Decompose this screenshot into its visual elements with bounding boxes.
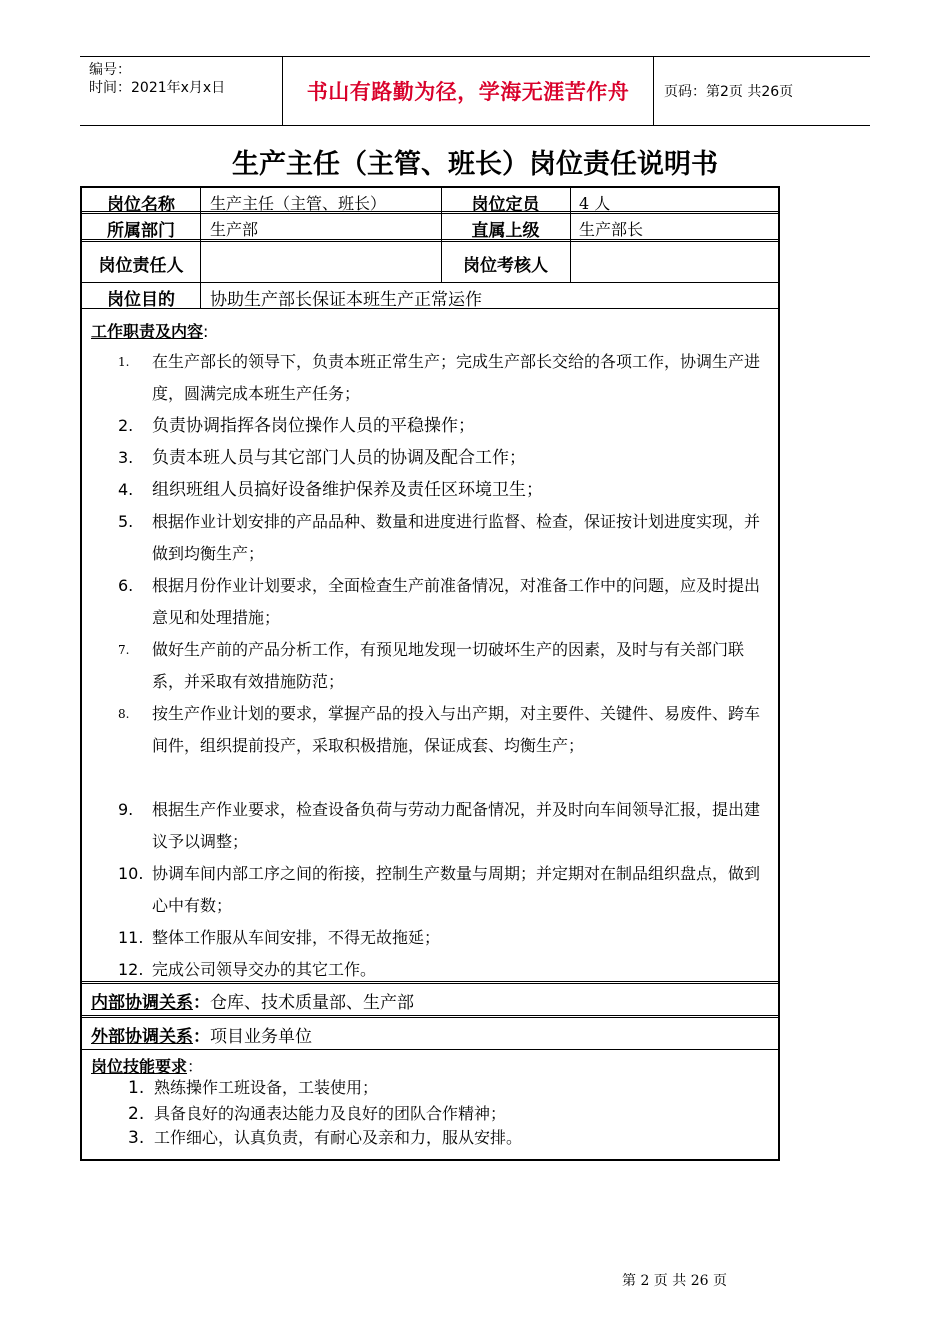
duty-text: 做好生产前的产品分析工作，有预见地发现一切破坏生产的因素，及时与有关部门联系，并采取有效措施防范；: [152, 640, 745, 691]
quota-label: 岗位定员: [471, 195, 540, 215]
duty-number: 7.: [118, 643, 130, 657]
duty-item: [118, 506, 770, 570]
purpose-value: 协助生产部长保证本班生产正常运作: [210, 290, 482, 310]
skill-item: [128, 1127, 522, 1149]
skill-number: 1.: [128, 1078, 145, 1098]
duty-number: 1.: [118, 355, 130, 369]
duty-text: 完成公司领导交办的其它工作。: [152, 960, 377, 979]
duty-text: 根据作业计划安排的产品品种、数量和进度进行监督、检查，保证按计划进度实现，并做到均衡生产；: [152, 512, 761, 563]
assessor-label: 岗位考核人: [463, 256, 548, 276]
skill-text: 具备良好的沟通表达能力及良好的团队合作精神；: [154, 1104, 507, 1123]
duty-number: 2.: [118, 416, 134, 435]
superior-label: 直属上级: [471, 221, 540, 241]
post-name-value: 生产主任（主管、班长）: [210, 194, 387, 213]
duty-number: 5.: [118, 512, 134, 531]
duty-number: 6.: [118, 576, 134, 595]
time-label: 时间：2021年x月x日: [89, 80, 226, 96]
skill-text: 工作细心，认真负责，有耐心及亲和力，服从安排。: [154, 1128, 523, 1147]
duty-text: 组织班组人员搞好设备维护保养及责任区环境卫生；: [152, 480, 543, 500]
duty-text: 在生产部长的领导下，负责本班正常生产；完成生产部长交给的各项工作，协调生产进度，圆满完成本班生产任务；: [152, 352, 761, 403]
external-colon: ：: [193, 1027, 210, 1047]
internal-coordination: [91, 988, 414, 1013]
duty-item: [118, 442, 770, 474]
responsible-label: 岗位责任人: [98, 256, 184, 276]
header-band: [80, 56, 870, 126]
skill-number: 3.: [128, 1128, 145, 1148]
header-motto: 书山有路勤为径，学海无涯苦作舟: [282, 57, 654, 125]
col-divider: [200, 188, 201, 309]
duty-item: [118, 346, 770, 410]
doc-number-label: 编号：: [89, 62, 131, 78]
duty-item: [118, 858, 770, 922]
responsibility-table: [80, 186, 780, 1161]
row-divider: [82, 1015, 778, 1018]
col-divider: [570, 188, 571, 283]
internal-value: 仓库、技术质量部、生产部: [210, 993, 414, 1013]
row-divider: [82, 1049, 778, 1050]
duty-text: 整体工作服从车间安排，不得无故拖延；: [152, 928, 441, 947]
duty-item: [118, 922, 770, 954]
superior-value: 生产部长: [579, 220, 644, 239]
header-page-info: 页码：第2页 共26页: [664, 84, 794, 100]
skills-heading-suffix: ：: [187, 1057, 204, 1076]
duty-item: [118, 634, 770, 698]
skills-heading: [91, 1054, 203, 1077]
skill-text: 熟练操作工班设备，工装使用；: [154, 1078, 379, 1097]
page-title: 生产主任（主管、班长）岗位责任说明书: [232, 149, 718, 180]
external-coordination: [91, 1022, 312, 1047]
duty-number: 4.: [118, 480, 134, 499]
duty-text: 根据月份作业计划要求，全面检查生产前准备情况，对准备工作中的问题，应及时提出意见和处理措施；: [152, 576, 761, 627]
header-meta: [80, 57, 282, 125]
external-value: 项目业务单位: [210, 1027, 312, 1047]
duty-item: [118, 954, 770, 986]
duty-number: 3.: [118, 448, 134, 467]
duties-heading: [91, 319, 208, 342]
duties-heading-text: 工作职责及内容: [91, 322, 204, 341]
duty-item: [118, 698, 770, 762]
internal-colon: ：: [193, 993, 210, 1013]
purpose-label: 岗位目的: [107, 290, 175, 310]
duty-item: [118, 794, 770, 858]
duty-item: [118, 570, 770, 634]
skill-item: [128, 1103, 506, 1125]
duty-text: 按生产作业计划的要求，掌握产品的投入与出产期，对主要件、关键件、易废件、跨车间件，组织提前投产，采取积极措施，保证成套、均衡生产；: [152, 704, 761, 755]
quota-value: 4 人: [579, 194, 611, 213]
external-label: 外部协调关系: [91, 1027, 193, 1047]
internal-label: 内部协调关系: [91, 993, 193, 1013]
duty-number: 12.: [118, 960, 144, 979]
duty-number: 10.: [118, 864, 144, 883]
skill-number: 2.: [128, 1104, 145, 1124]
duty-number: 11.: [118, 928, 144, 947]
duty-item: [118, 410, 770, 442]
duty-number: 9.: [118, 800, 134, 819]
post-name-label: 岗位名称: [107, 195, 175, 215]
department-value: 生产部: [210, 220, 259, 239]
duty-number: 8.: [118, 707, 130, 721]
duties-heading-suffix: :: [203, 322, 209, 341]
page-footer: 第 2 页 共 26 页: [622, 1273, 727, 1289]
row-divider: [82, 282, 778, 283]
duty-text: 根据生产作业要求，检查设备负荷与劳动力配备情况，并及时向车间领导汇报，提出建议予以调整；: [152, 800, 761, 851]
duty-text: 协调车间内部工序之间的衔接，控制生产数量与周期；并定期对在制品组织盘点，做到心中有数；: [152, 864, 761, 915]
skill-item: [128, 1077, 378, 1099]
duty-text: 负责协调指挥各岗位操作人员的平稳操作；: [152, 416, 475, 436]
department-label: 所属部门: [107, 221, 175, 241]
duty-item: [118, 474, 770, 506]
skills-heading-text: 岗位技能要求: [91, 1057, 188, 1076]
duty-text: 负责本班人员与其它部门人员的协调及配合工作；: [152, 448, 526, 468]
